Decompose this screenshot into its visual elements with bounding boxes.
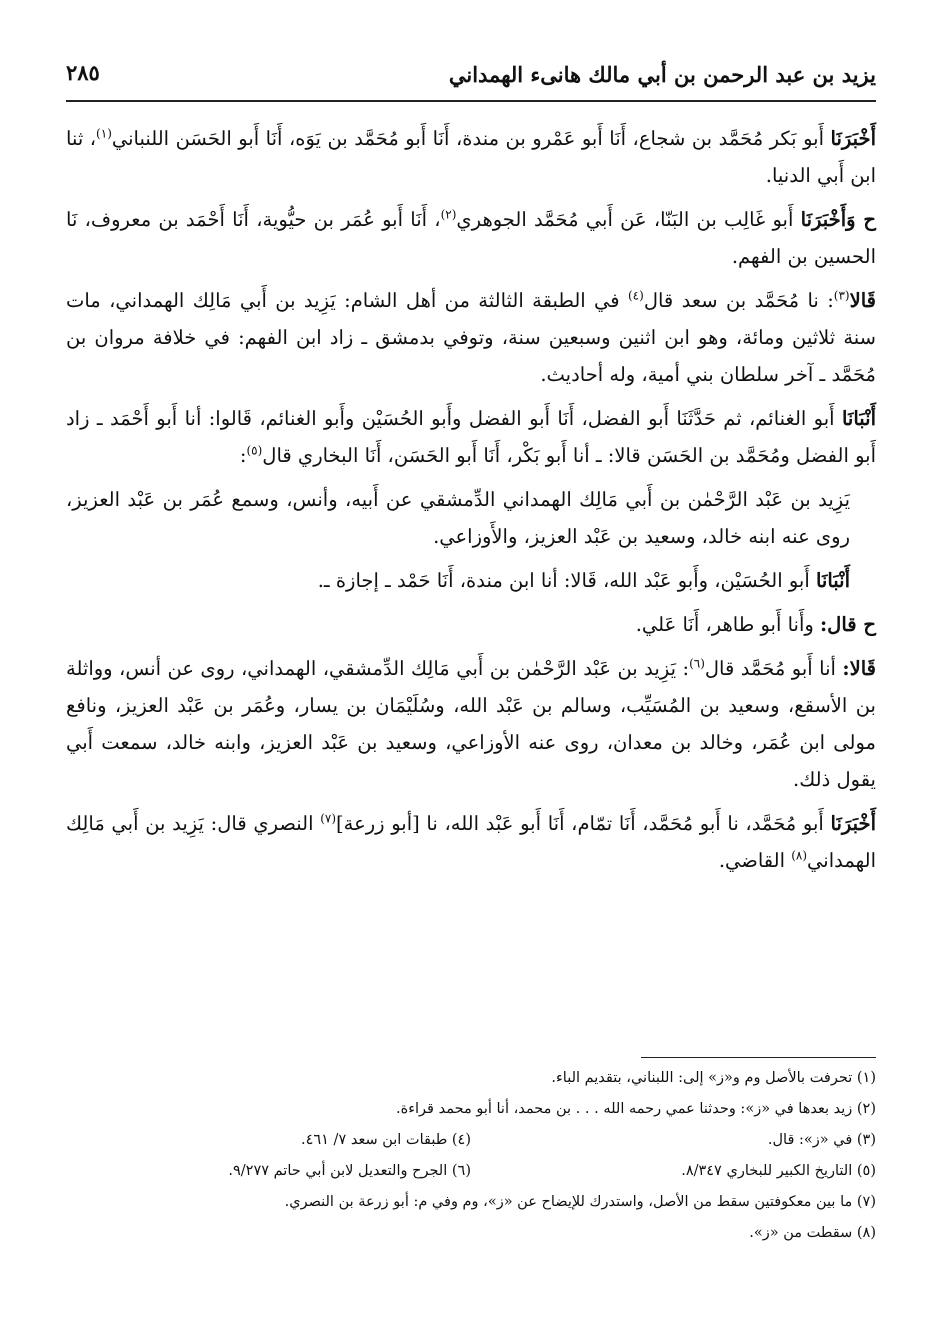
paragraph-text: : يَزِيد بن عَبْد الرَّحْمٰن بن أَبي مَالِك الدِّمشقي، الهمداني، روى عن أنس، وواثلة بن الأسقع، وسعيد بن المُسَيِّب، وسالم بن عَبْد الله، وسُلَيْمَان بن يسار، وعُمَر بن عَبْد العزيز، ونافع مولى ابن عُمَر، وخالد بن معدان، روى عنه الأوزاعي، وسعيد بن عَبْد العزيز، وابنه خالد، سمعت أَبي يقول ذلك. bbox=[66, 657, 876, 791]
footnote-marker: (٥) bbox=[246, 443, 263, 458]
footnote-3: (٣) في «ز»: قال. bbox=[767, 1132, 876, 1148]
page-header bbox=[66, 56, 876, 102]
footnotes bbox=[66, 1057, 876, 1249]
footnote-7: (٧) ما بين معكوفتين سقط من الأصل، واستدرك للإيضاح عن «ز»، وم وفي م: أبو زرعة بن النصري. bbox=[284, 1194, 876, 1210]
footnote-marker: (٦) bbox=[689, 656, 705, 671]
paragraph-9 bbox=[66, 805, 876, 879]
footnote-6: (٦) الجرح والتعديل لابن أبي حاتم ٩/٢٧٧. bbox=[228, 1163, 471, 1179]
paragraph-lead: قَالا: bbox=[842, 657, 876, 680]
paragraph-text: أَبو الحُسَيْن، وأَبو عَبْد الله، قَالا: أنا ابن مندة، أَنَا حَمْد ـ إجازة ـ. bbox=[317, 569, 816, 592]
paragraph-text: أنا أَبو مُحَمَّد قال bbox=[704, 657, 843, 680]
paragraph-7 bbox=[66, 606, 876, 643]
footnote-marker: (١) bbox=[96, 126, 112, 141]
paragraph-4 bbox=[66, 400, 876, 474]
page-number: ٢٨٥ bbox=[66, 60, 100, 85]
footnote-marker: (٤) bbox=[627, 288, 644, 303]
footnote-8: (٨) سقطت من «ز». bbox=[749, 1225, 876, 1241]
paragraph-text: النصري قال: يَزِيد بن أَبي مَالِك الهمداني bbox=[66, 812, 876, 872]
footnote-1: (١) تحرفت بالأصل وم و«ز» إلى: اللبناني، بتقديم الباء. bbox=[551, 1070, 876, 1086]
quoted-passage: يَزِيد بن عَبْد الرَّحْمٰن بن أَبي مَالِك الهمداني الدِّمشقي عن أَبيه، وأنس، وسمع عُمَر بن عَبْد العزيز، روى عنه ابنه خالد، وسعيد بن عَبْد العزيز، والأَوزاعي. bbox=[66, 488, 850, 548]
paragraph-text: : bbox=[239, 444, 247, 467]
running-title: يزيد بن عبد الرحمن بن أبي مالك هانىء الهمداني bbox=[448, 62, 876, 87]
paragraph-text: في الطبقة الثالثة من أهل الشام: يَزِيد بن أَبي مَالِك الهمداني، مات سنة ثلاثين ومائة، وهو ابن اثنين وسبعين سنة، وتوفي بدمشق ـ زاد ابن الفهم: في خلافة مروان بن مُحَمَّد ـ آخر سلطان بني أمية، وله أحاديث. bbox=[66, 289, 876, 386]
paragraph-text: أَبو بَكر مُحَمَّد بن شجاع، أَنَا أَبو عَمْرو بن مندة، أَنَا أَبو مُحَمَّد بن يَوَه، أَنَا أَبو الحَسَن اللنباني bbox=[111, 127, 831, 150]
footnote-marker: (٣) bbox=[833, 288, 850, 303]
paragraph-lead: ح قال: bbox=[819, 613, 876, 636]
paragraph-lead: أَنْبَانَا bbox=[815, 569, 850, 592]
paragraph-text: القاضي. bbox=[718, 849, 792, 872]
paragraph-lead: ح وَأَخْبَرَنَا bbox=[800, 208, 876, 231]
paragraph-text: أَبو غَالِب بن البَنّا، عَن أَبي مُحَمَّد الجوهري bbox=[456, 208, 801, 231]
footnote-marker: (٨) bbox=[791, 848, 808, 863]
footnote-marker: (٧) bbox=[320, 811, 337, 826]
paragraph-text: أَبو الغنائم، ثم حَدَّثَنَا أَبو الفضل، أَنَا أَبو الفضل وأَبو الحُسَيْن وأَبو الغنائم، قَالوا: أنا أَبو أَحْمَد ـ زاد أَبو الفضل ومُحَمَّد بن الحَسَن قالا: ـ أنا أَبو بَكْر، أَنَا أَبو الحَسَن، أَنَا البخاري قال bbox=[66, 407, 876, 467]
paragraph-6 bbox=[66, 562, 876, 599]
paragraph-text: : نا مُحَمَّد بن سعد قال bbox=[643, 289, 834, 312]
footnote-divider bbox=[641, 1057, 876, 1058]
footnote-marker: (٢) bbox=[440, 207, 457, 222]
footnote-2: (٢) زيد بعدها في «ز»: وحدثنا عمي رحمه الله . . . بن محمد، أنا أبو محمد قراءة. bbox=[396, 1101, 876, 1117]
paragraph-lead: أَخْبَرَنَا bbox=[830, 812, 876, 835]
paragraph-lead: قَالا bbox=[849, 289, 876, 312]
paragraph-text: أَبو مُحَمَّد، نا أَبو مُحَمَّد، أَنَا تمّام، أَنَا أَبو عَبْد الله، نا [أبو زرعة] bbox=[336, 812, 831, 835]
paragraph-text: ، أَنَا أَبو عُمَر بن حيُّوية، أَنَا أَحْمَد بن معروف، نَا الحسين بن الفهم. bbox=[66, 208, 876, 268]
paragraph-lead: أَخْبَرَنَا bbox=[830, 127, 876, 150]
paragraph-text: ، ثنا ابن أَبي الدنيا. bbox=[66, 127, 876, 187]
paragraph-lead: أَنْبَانَا bbox=[841, 407, 876, 430]
paragraph-3 bbox=[66, 282, 876, 393]
paragraph-2 bbox=[66, 201, 876, 275]
footnote-4: (٤) طبقات ابن سعد ٧/ ٤٦١. bbox=[300, 1132, 471, 1148]
paragraph-text: وأَنا أَبو طاهر، أَنَا عَلي. bbox=[635, 613, 820, 636]
paragraph-1 bbox=[66, 120, 876, 194]
paragraph-8 bbox=[66, 650, 876, 798]
footnote-row-3-4 bbox=[66, 1125, 876, 1156]
footnote-5: (٥) التاريخ الكبير للبخاري ٨/٣٤٧. bbox=[681, 1163, 876, 1179]
footnote-row-5-6 bbox=[66, 1156, 876, 1187]
main-text bbox=[66, 120, 876, 886]
